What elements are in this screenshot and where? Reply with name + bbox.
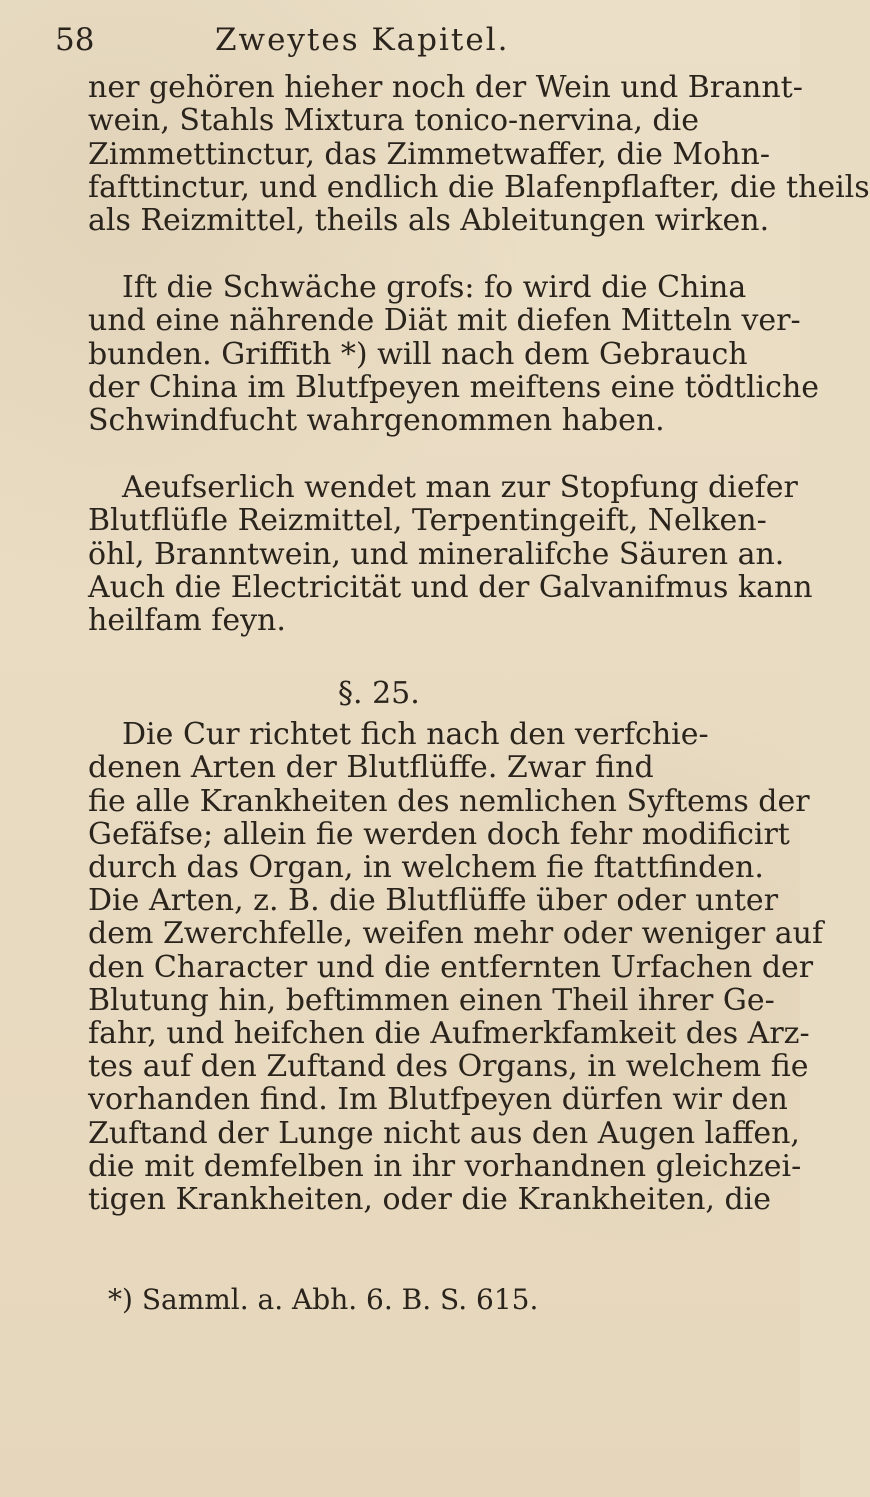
- text-line: tes auf den Zuftand des Organs, in welchem fie: [88, 1049, 809, 1085]
- text-line: den Character und die entfernten Urfachen der: [88, 949, 814, 985]
- section-number: §. 25.: [338, 676, 420, 712]
- bottom-spacer: [88, 1316, 760, 1344]
- text-line: durch das Organ, in welchem fie ftattfinden.: [88, 850, 764, 886]
- paragraph-3: [88, 470, 813, 639]
- page-number: 58: [55, 22, 95, 58]
- paragraph-1: [88, 70, 870, 238]
- text-line: Aeufserlich wendet man zur Stopfung diefer: [122, 470, 798, 506]
- text-line: Gefäfse; allein fie werden doch fehr modificirt: [88, 816, 790, 852]
- chapter-title: Zweytes Kapitel.: [215, 22, 510, 58]
- text-line: der China im Blutfpeyen meiftens eine tödtliche: [88, 369, 820, 405]
- text-line: Schwindfucht wahrgenommen haben.: [88, 403, 665, 439]
- page-header: [55, 22, 760, 59]
- footnote: *) Samml. a. Abh. 6. B. S. 615.: [108, 1283, 539, 1317]
- text-line: wein, Stahls Mixtura tonico-nervina, die: [88, 103, 699, 139]
- text-line: bunden. Griffith *) will nach dem Gebrauch: [88, 336, 748, 372]
- text-line: fahr, und heifchen die Aufmerkfamkeit des Arz-: [88, 1016, 810, 1052]
- text-line: fie alle Krankheiten des nemlichen Syftems der: [88, 783, 810, 819]
- text-line: fafttinctur, und endlich die Blafenpflafter, die theils: [88, 169, 870, 205]
- text-line: Ift die Schwäche grofs: fo wird die China: [122, 270, 747, 306]
- text-line: Blutflüfle Reizmittel, Terpentingeift, Nelken-: [88, 503, 767, 539]
- paragraph-2: [88, 270, 820, 439]
- text-line: dem Zwerchfelle, weifen mehr oder weniger auf: [88, 916, 824, 952]
- text-line: Zuftand der Lunge nicht aus den Augen laffen,: [88, 1115, 800, 1151]
- text-line: die mit demfelben in ihr vorhandnen gleichzei-: [88, 1148, 802, 1184]
- paragraph-gap: [88, 437, 760, 471]
- text-line: Blutung hin, beftimmen einen Theil ihrer Ge-: [88, 982, 775, 1018]
- text-line: als Reizmittel, theils als Ableitungen wirken.: [88, 203, 770, 238]
- text-line: öhl, Branntwein, und mineralifche Säuren an.: [88, 536, 785, 572]
- text-line: und eine nährende Diät mit diefen Mitteln ver-: [88, 303, 801, 339]
- text-line: Die Cur richtet fich nach den verfchie-: [122, 717, 709, 753]
- text-line: denen Arten der Blutflüffe. Zwar find: [88, 750, 654, 786]
- text-line: heilfam feyn.: [88, 603, 286, 639]
- text-line: tigen Krankheiten, oder die Krankheiten, die: [88, 1182, 772, 1218]
- text-line: vorhanden find. Im Blutfpeyen dürfen wir den: [88, 1082, 788, 1118]
- text-line: Zimmettinctur, das Zimmetwaffer, die Mohn-: [88, 136, 770, 172]
- paragraph-4: [88, 717, 824, 1218]
- text-line: Auch die Electricität und der Galvanifmus kann: [88, 569, 813, 605]
- body-text: [88, 70, 870, 1344]
- paragraph-gap: [88, 237, 760, 271]
- text-line: Die Arten, z. B. die Blutflüffe über oder unter: [88, 883, 779, 919]
- text-line: ner gehören hieher noch der Wein und Brannt-: [88, 70, 803, 106]
